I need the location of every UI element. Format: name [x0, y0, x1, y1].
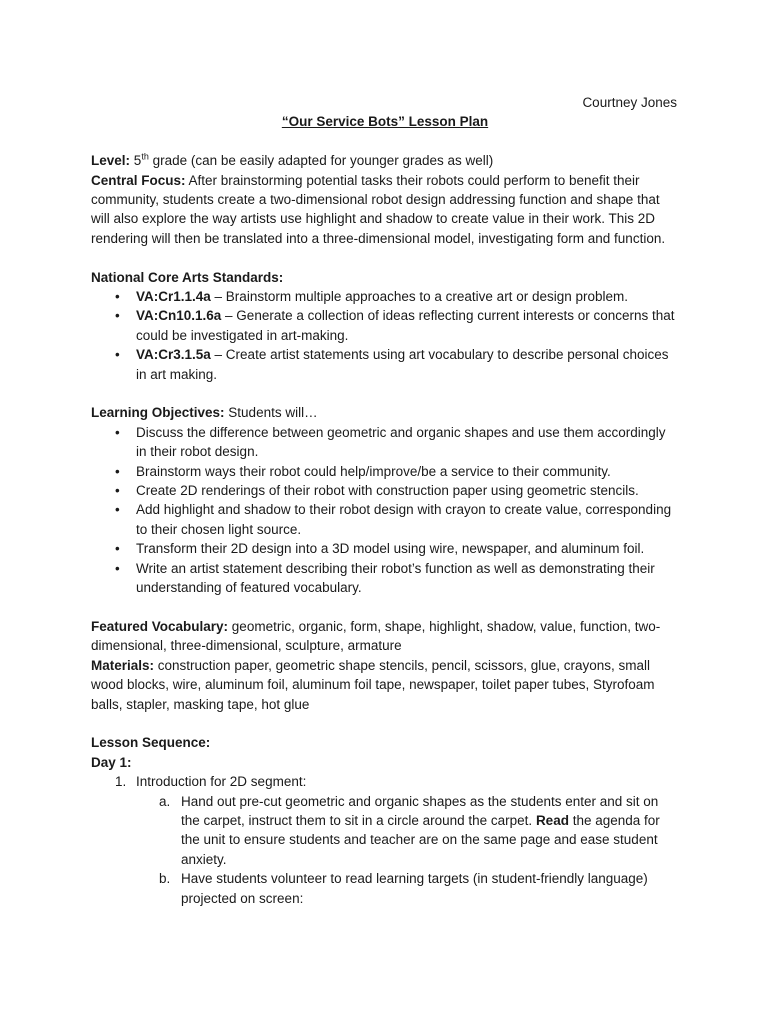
sub-step-text-end: the agenda for the unit to ensure students and teacher are on the same page and ease student anxiety.	[181, 812, 660, 867]
standard-text: – Generate a collection of ideas reflecting current interests or concerns that could be investigated in art-making.	[136, 308, 675, 343]
standard-code: VA:Cr1.1.4a	[136, 289, 211, 305]
central-focus-label: Central Focus:	[91, 172, 186, 188]
standard-code: VA:Cn10.1.6a	[136, 308, 222, 324]
lesson-plan-document	[91, 93, 679, 908]
objective-item: • Create 2D renderings of their robot with construction paper using geometric stencils.	[91, 481, 679, 500]
objectives-list	[91, 423, 679, 598]
step-text: Introduction for 2D segment:	[136, 774, 307, 790]
document-title: “Our Service Bots” Lesson Plan	[281, 114, 489, 130]
level-text: grade (can be easily adapted for younger grades as well)	[148, 153, 494, 169]
materials-label: Materials:	[91, 657, 155, 673]
day-heading-text: Day 1:	[91, 754, 132, 770]
central-focus-paragraph	[91, 171, 679, 249]
standards-heading	[91, 268, 679, 287]
objectives-label: Learning Objectives:	[91, 405, 225, 421]
materials-paragraph	[91, 656, 679, 714]
sequence-steps	[91, 772, 679, 908]
spacer	[91, 714, 679, 733]
vocabulary-paragraph	[91, 617, 679, 656]
materials-text: construction paper, geometric shape stencils, pencil, scissors, glue, crayons, small wood blocks, wire, aluminum foil, aluminum foil tape, newspaper, toilet paper tubes, Styrofoam balls, stapler, masking tape, hot glue	[91, 657, 655, 712]
sub-step	[91, 869, 679, 908]
standard-item	[91, 345, 679, 384]
day-heading	[91, 753, 679, 772]
objective-item: • Add highlight and shadow to their robot design with crayon to create value, corresponding to their chosen light source.	[91, 500, 679, 539]
level-label: Level:	[91, 153, 131, 169]
sub-step	[91, 792, 679, 870]
level-grade-suffix: th	[141, 151, 149, 162]
sub-step-bold: Read	[535, 812, 569, 828]
standard-code: VA:Cr3.1.5a	[136, 347, 211, 363]
standard-text: – Brainstorm multiple approaches to a creative art or design problem.	[210, 289, 628, 305]
central-focus-text: After brainstorming potential tasks their robots could perform to benefit their community, students create a two-dimensional robot design addressing function and shape that will also explore the way artists use highlight and shadow to create value in their work. This 2D rendering will then be translated into a three-dimensional model, investigating form and function.	[91, 172, 666, 246]
vocabulary-text: geometric, organic, form, shape, highlight, shadow, value, function, two-dimensional, three-dimensional, sculpture, armature	[91, 618, 661, 654]
sequence-heading	[91, 733, 679, 752]
sequence-step	[91, 772, 679, 908]
sub-step-text: Have students volunteer to read learning targets (in student-friendly language) projected on screen:	[181, 871, 648, 906]
sub-steps	[136, 792, 679, 908]
objective-item: • Transform their 2D design into a 3D model using wire, newspaper, and aluminum foil.	[91, 539, 679, 558]
standard-text: – Create artist statements using art vocabulary to describe personal choices in art making.	[136, 347, 669, 382]
step-number: 1.	[115, 774, 127, 790]
standards-heading-text: National Core Arts Standards:	[91, 269, 284, 285]
objectives-heading	[91, 403, 679, 422]
sub-step-letter: a.	[159, 793, 171, 809]
objectives-intro: Students will…	[224, 405, 318, 421]
level-line	[91, 151, 679, 170]
spacer	[91, 248, 679, 267]
objective-item: • Discuss the difference between geometric and organic shapes and use them accordingly in their robot design.	[91, 423, 679, 462]
sub-step-text: Hand out pre-cut geometric and organic shapes as the students enter and sit on the carpet, instruct them to sit in a circle around the carpet.	[181, 793, 659, 828]
author-name: Courtney Jones	[582, 95, 677, 110]
spacer	[91, 132, 679, 151]
vocabulary-label: Featured Vocabulary:	[91, 618, 229, 634]
sequence-heading-text: Lesson Sequence:	[91, 735, 211, 751]
standard-item	[91, 287, 679, 306]
level-grade-number: 5	[133, 153, 142, 169]
standard-item	[91, 306, 679, 345]
sub-step-letter: b.	[159, 871, 171, 887]
spacer	[91, 384, 679, 403]
spacer	[91, 598, 679, 617]
standards-list	[91, 287, 679, 384]
objective-item: • Brainstorm ways their robot could help/improve/be a service to their community.	[91, 462, 679, 481]
objective-item: • Write an artist statement describing their robot’s function as well as demonstrating their understanding of featured vocabulary.	[91, 559, 679, 598]
